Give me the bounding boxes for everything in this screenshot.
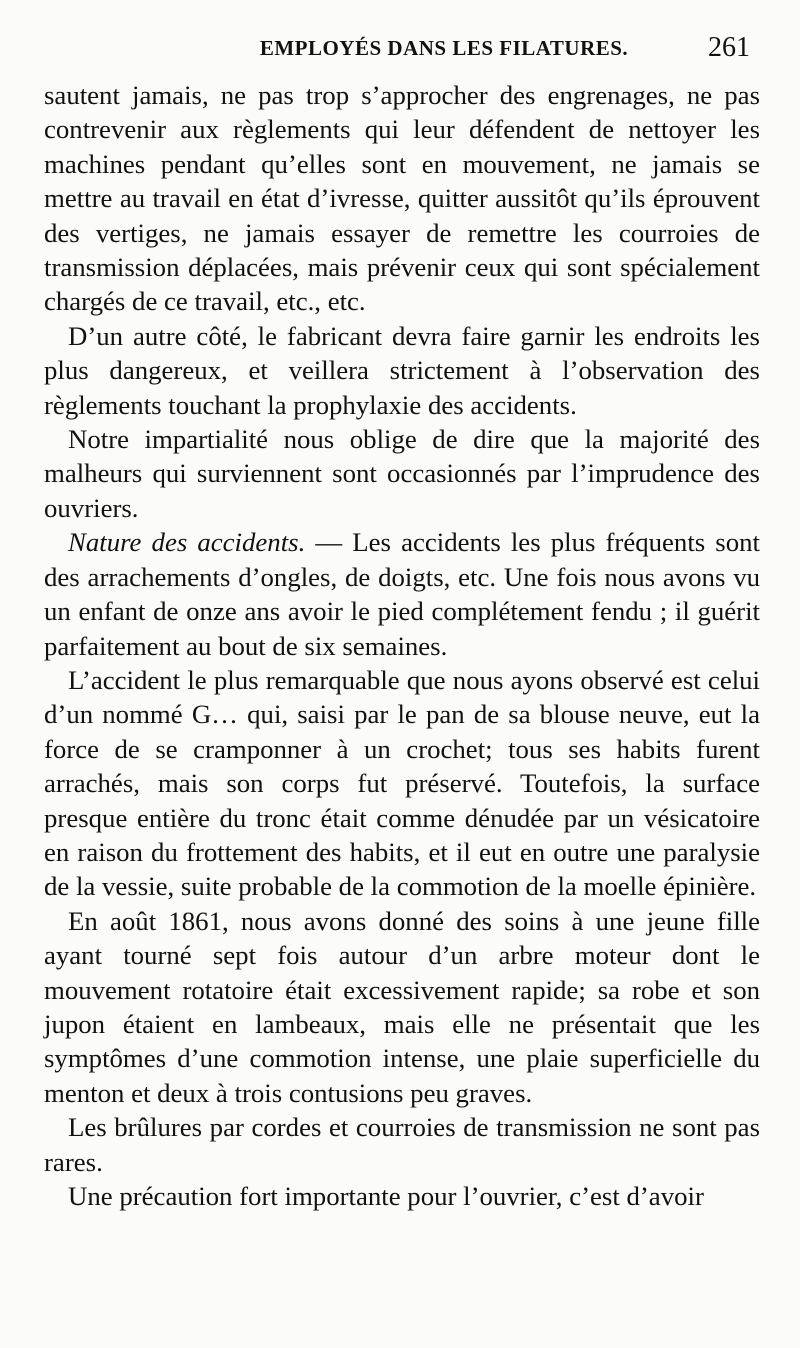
running-title: EMPLOYÉS DANS LES FILATURES. <box>259 36 629 60</box>
paragraph-august-1861: En août 1861, nous avons donné des soins à une jeune fille ayant tourné sept fois autour d’un arbre moteur dont le mouvement rotatoire était excessivement rapide; sa robe et son jupon étaient en lambeaux, mais elle ne présentait que les symptômes d’une commotion intense, une plaie superficielle du menton et deux à trois contusions peu graves. <box>44 905 760 1108</box>
section-heading-nature-des-accidents: Nature des accidents. <box>68 527 306 558</box>
paragraph-burns: Les brûlures par cordes et courroies de transmission ne sont pas rares. <box>44 1112 760 1177</box>
paragraph-remarkable-accident: L’accident le plus remarquable que nous ayons observé est celui d’un nommé G… qui, saisi par le pan de sa blouse neuve, eut la force de se cramponner à un crochet; tous ses habits furent arrachés, mais son corps fut préservé. Toutefois, la surface presque entière du tronc était comme dénudée par un vésicatoire en raison du frottement des habits, et il eut en outre une paralysie de la vessie, suite probable de la commotion de la moelle épinière. <box>44 664 760 902</box>
page-header <box>44 34 760 70</box>
body-text <box>44 78 760 1213</box>
paragraph-manufacturer-duties: D’un autre côté, le fabricant devra faire garnir les endroits les plus dangereux, et veillera strictement à l’observation des règlements touchant la prophylaxie des accidents. <box>44 320 760 420</box>
paragraph-nature-of-accidents-text: — Les accidents les plus fréquents sont des arrachements d’ongles, de doigts, etc. Une fois nous avons vu un enfant de onze ans avoir le pied complétement fendu ; il guérit parfaitement au bout de six semaines. <box>44 527 760 661</box>
paragraph-precaution: Une précaution fort importante pour l’ouvrier, c’est d’avoir <box>68 1181 704 1211</box>
paragraph-nature-of-accidents <box>44 525 760 663</box>
paragraph-impartiality: Notre impartialité nous oblige de dire que la majorité des malheurs qui surviennent sont occasionnés par l’imprudence des ouvriers. <box>44 424 760 523</box>
paragraph-safety-advice: sautent jamais, ne pas trop s’approcher des engrenages, ne pas contrevenir aux règlements qui leur défendent de nettoyer les machines pendant qu’elles sont en mouvement, ne jamais se mettre au travail en état d’ivresse, quitter aussitôt qu’ils éprouvent des vertiges, ne jamais essayer de remettre les courroies de transmission déplacées, mais prévenir ceux qui sont spécialement chargés de ce travail, etc., etc. <box>44 80 760 317</box>
page-number: 261 <box>708 32 750 63</box>
